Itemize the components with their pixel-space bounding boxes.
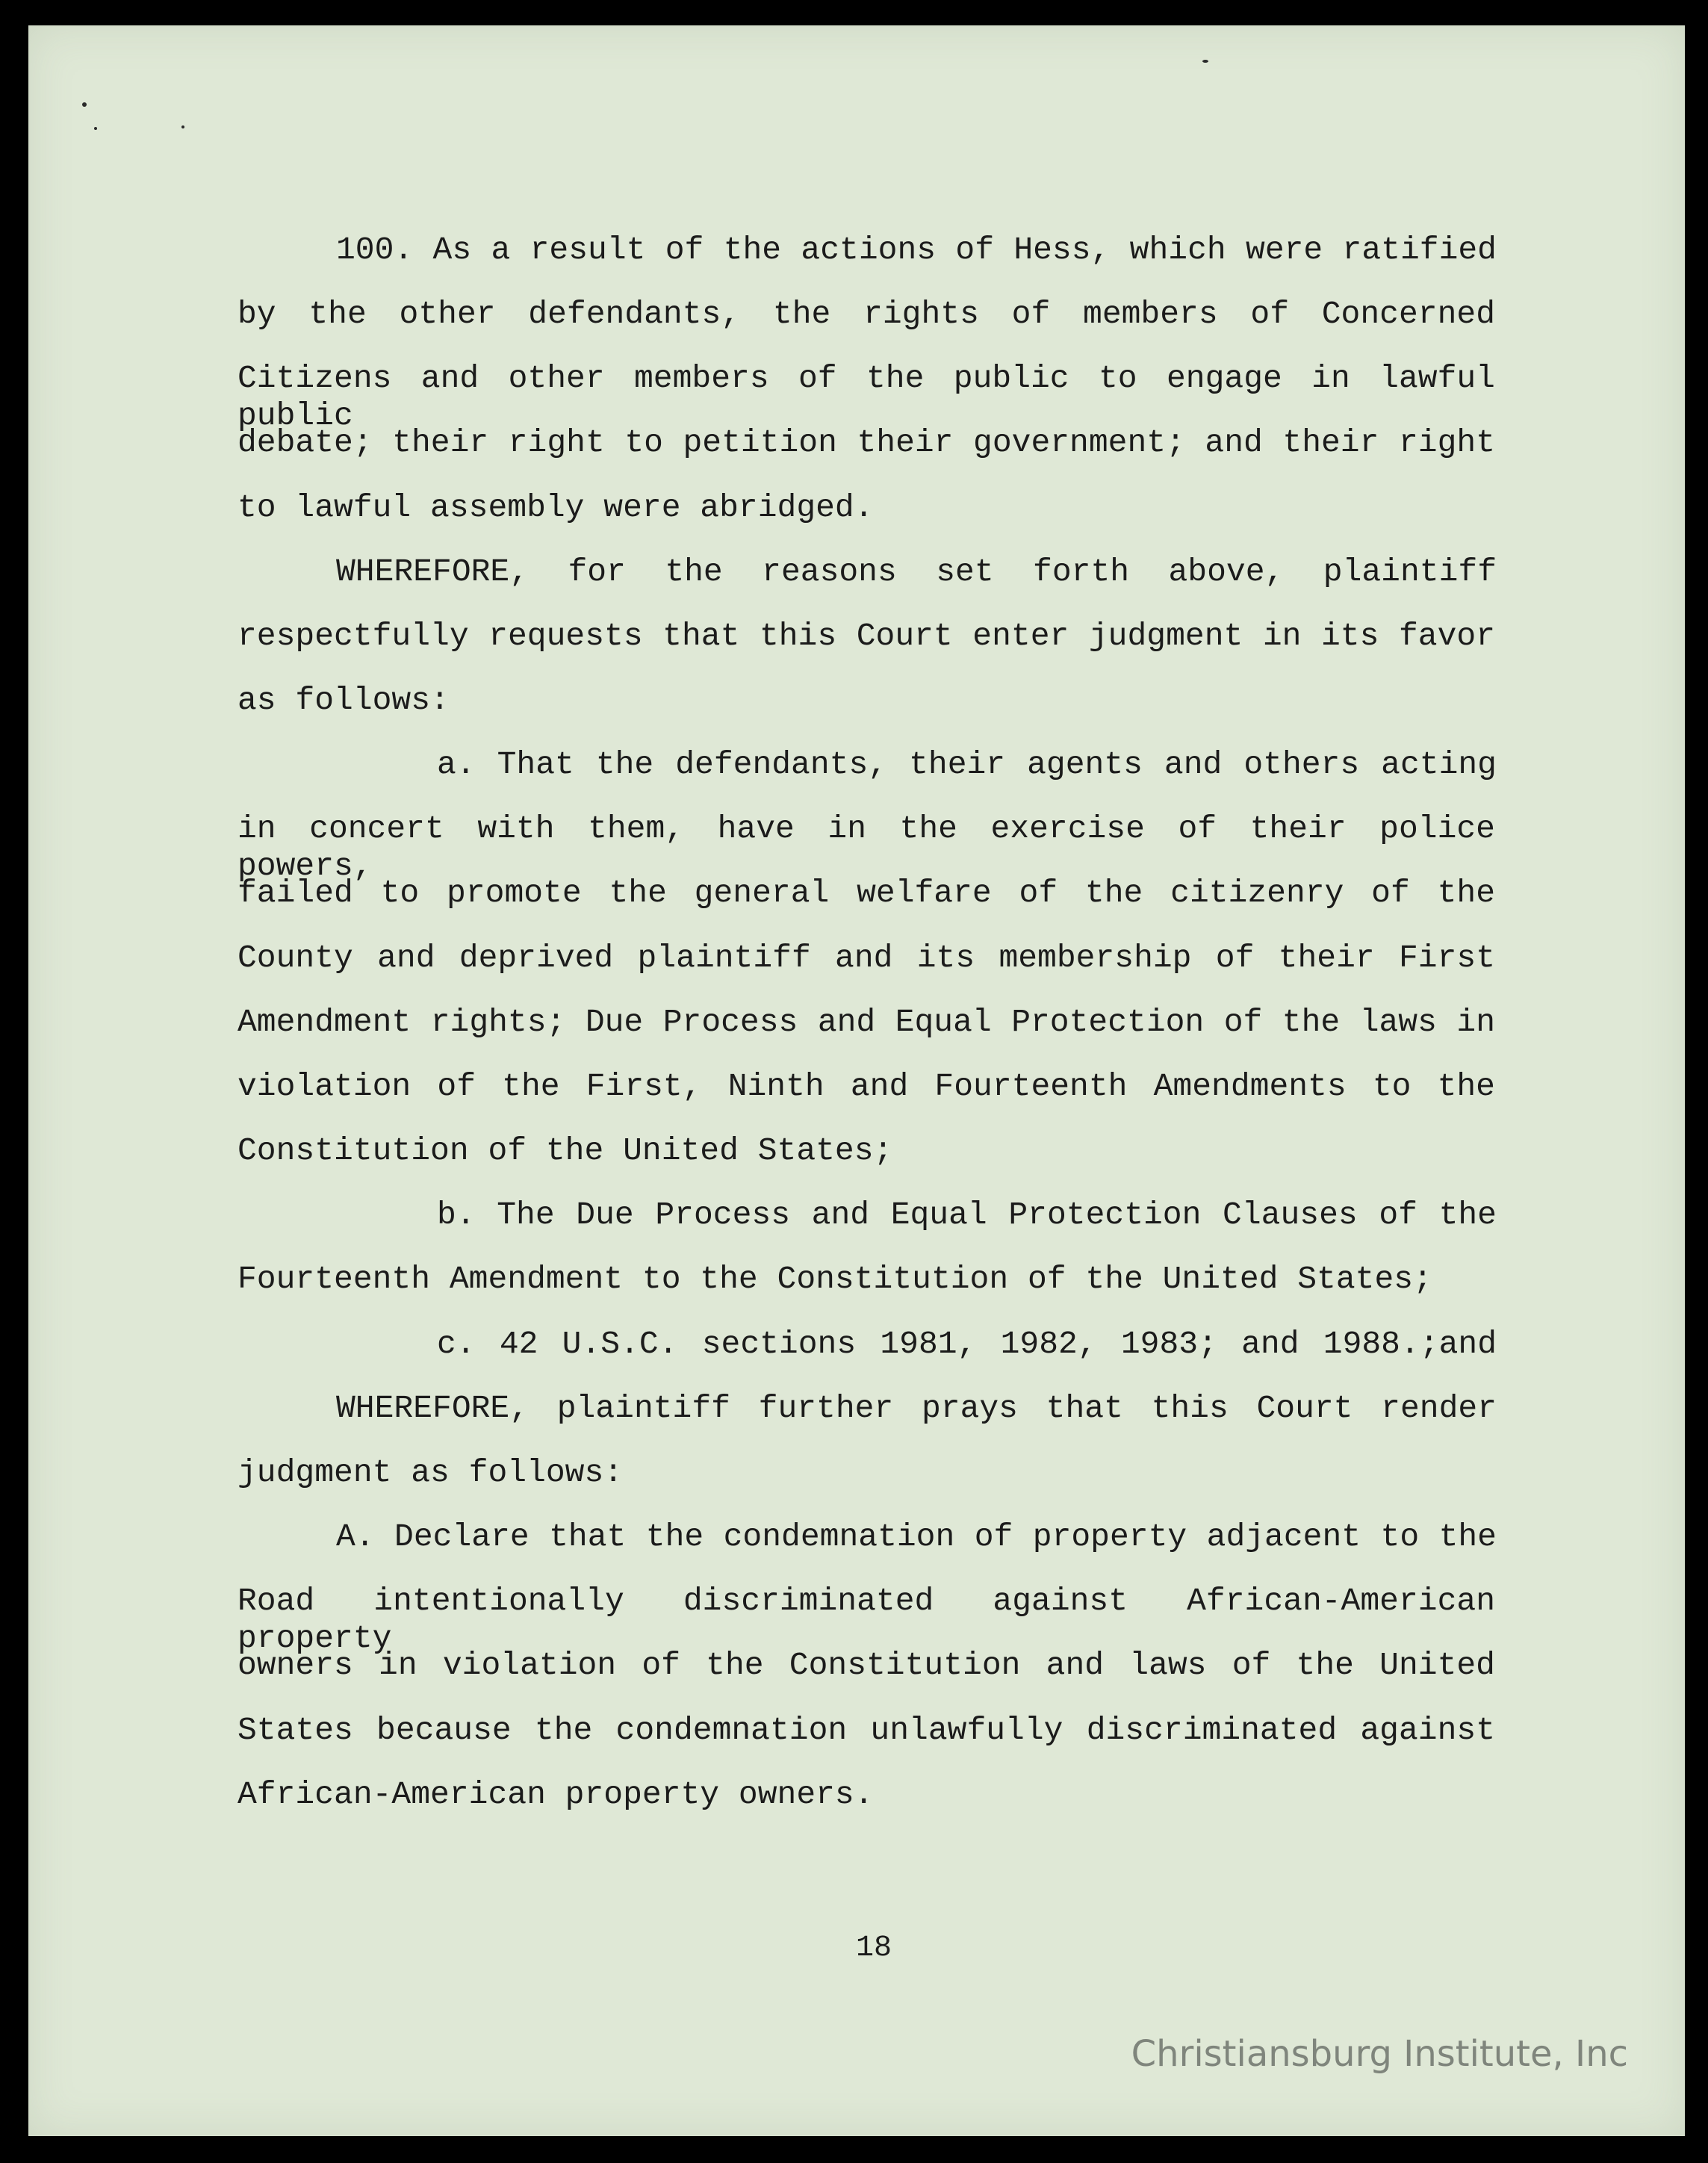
list-item-c: c. 42 U.S.C. sections 1981, 1982, 1983; and 1988.;and [437,1326,1497,1362]
body-line: by the other defendants, the rights of members of Concerned [237,296,1495,332]
body-line: judgment as follows: [237,1454,624,1491]
scan-speck [181,125,184,128]
page-number: 18 [856,1931,892,1965]
body-line: in concert with them, have in the exercise of their police powers, [237,810,1495,884]
body-line: respectfully requests that this Court enter judgment in its favor [237,618,1495,654]
list-item-b: b. The Due Process and Equal Protection Clauses of the [437,1197,1497,1233]
body-line: Road intentionally discriminated against African-American property [237,1583,1495,1657]
watermark: Christiansburg Institute, Inc [1131,2033,1628,2075]
body-line: failed to promote the general welfare of the citizenry of the [237,875,1495,911]
scan-speck [94,127,97,130]
body-line: African-American property owners. [237,1776,874,1813]
body-line: owners in violation of the Constitution and laws of the United [237,1647,1495,1683]
body-line: Amendment rights; Due Process and Equal Protection of the laws in [237,1004,1495,1040]
body-line: as follows: [237,682,450,719]
body-line: violation of the First, Ninth and Fourteenth Amendments to the [237,1068,1495,1105]
body-line: WHEREFORE, for the reasons set forth above, plaintiff [336,553,1497,590]
list-item-a: a. That the defendants, their agents and others acting [437,746,1497,783]
body-line: WHEREFORE, plaintiff further prays that this Court render [336,1390,1497,1427]
scan-speck [82,102,87,107]
body-line: 100. As a result of the actions of Hess, which were ratified [336,232,1497,268]
body-line: County and deprived plaintiff and its membership of their First [237,940,1495,976]
body-line: Citizens and other members of the public to engage in lawful public [237,360,1495,434]
list-item-A: A. Declare that the condemnation of property adjacent to the [336,1518,1497,1555]
body-line: States because the condemnation unlawfully discriminated against [237,1712,1495,1748]
scan-speck [1202,60,1208,63]
body-line: Fourteenth Amendment to the Constitution of the United States; [237,1261,1432,1297]
body-line: debate; their right to petition their government; and their right [237,424,1495,461]
body-line: to lawful assembly were abridged. [237,489,874,526]
body-line: Constitution of the United States; [237,1132,893,1169]
